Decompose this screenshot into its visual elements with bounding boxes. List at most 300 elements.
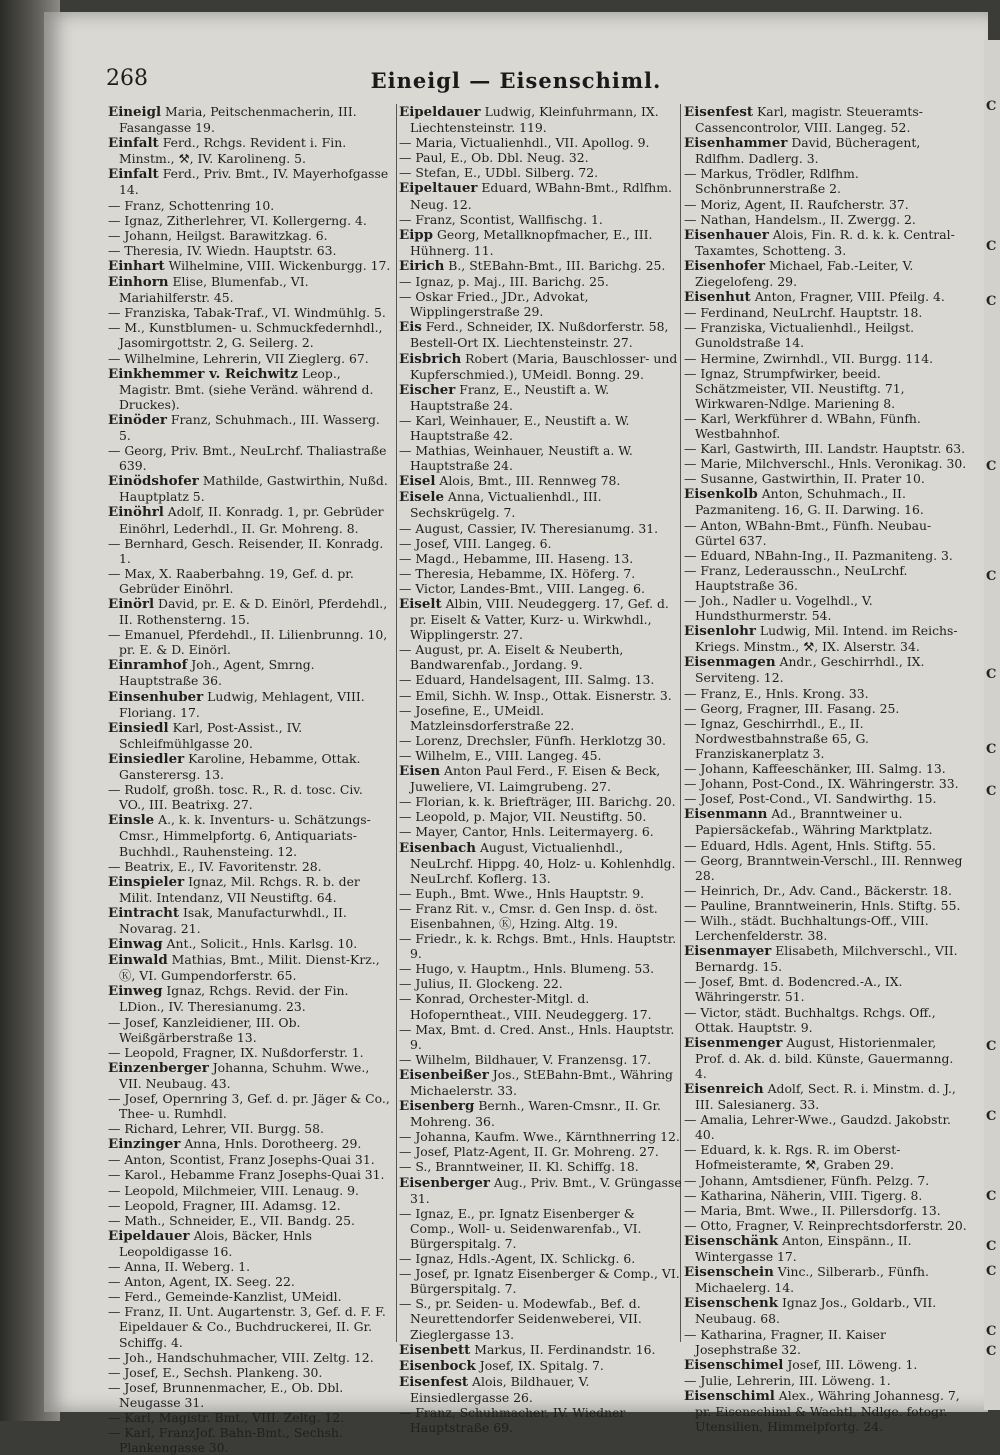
directory-entry xyxy=(399,258,683,274)
directory-entry xyxy=(684,1264,968,1295)
entry-details: Alois, Bäcker, Hnls Leopoldigasse 16. xyxy=(119,1227,312,1259)
entry-details: Leop., Magistr. Bmt. (siehe Veränd. während d. Druckes). xyxy=(119,365,374,412)
entry-details: — Heinrich, Dr., Adv. Cand., Bäckerstr. 18. xyxy=(684,882,952,898)
directory-entry xyxy=(108,320,392,350)
entry-surname: Eiselt xyxy=(399,596,442,612)
directory-entry xyxy=(399,794,683,809)
entry-details: — Karl, Gastwirth, III. Landstr. Hauptstr. 63. xyxy=(684,441,966,457)
entry-details: — Florian, k. k. Briefträger, III. Barichg. 20. xyxy=(399,794,676,810)
directory-entry xyxy=(399,596,683,642)
entry-details: Karoline, Hebamme, Ottak. Gansterersg. 13. xyxy=(119,750,361,783)
entry-details: — Konrad, Orchester-Mitgl. d. Hofoperntheat., VIII. Neudeggerg. 17. xyxy=(399,991,652,1022)
entry-details: — Julius, II. Glockeng. 22. xyxy=(399,976,563,992)
entry-details: — Josefine, E., UMeidl. Matzleinsdorferstraße 22. xyxy=(399,702,575,733)
directory-column-1 xyxy=(108,104,392,1455)
entry-details: — Johann, Amtsdiener, Fünfh. Pelzg. 7. xyxy=(684,1172,930,1188)
entry-surname: Eisenlohr xyxy=(684,623,756,640)
directory-entry xyxy=(684,776,968,791)
entry-surname: Eirich xyxy=(399,257,445,274)
directory-entry xyxy=(399,165,683,180)
entry-details: Ant., Solicit., Hnls. Karlsg. 10. xyxy=(162,936,358,952)
directory-entry xyxy=(684,1218,968,1233)
entry-details: — Victor, Landes-Bmt., VIII. Langeg. 6. xyxy=(399,580,645,596)
directory-entry xyxy=(684,974,968,1004)
directory-entry xyxy=(399,1144,683,1159)
entry-details: — Josef, Post-Cond., VI. Sandwirthg. 15. xyxy=(684,791,937,807)
entry-details: — Josef, E., Sechsh. Plankeng. 30. xyxy=(108,1364,323,1380)
margin-letter: C xyxy=(986,99,997,114)
entry-details: — Theresia, Hebamme, IX. Höferg. 7. xyxy=(399,565,636,581)
entry-details: — Pauline, Branntweinerin, Hnls. Stiftg. 55. xyxy=(684,897,961,913)
entry-surname: Eisenmenger xyxy=(684,1034,783,1051)
entry-details: — Franz, Lederausschn., NeuLrchf. Hauptstraße 36. xyxy=(684,562,908,593)
entry-details: Markus, II. Ferdinandstr. 16. xyxy=(470,1341,656,1357)
entry-details: — Emil, Sichh. W. Insp., Ottak. Eisnerstr. 3. xyxy=(399,687,672,703)
margin-letter: C xyxy=(986,1109,997,1124)
entry-details: Anton, Fragner, VIII. Pfeilg. 4. xyxy=(750,289,945,305)
entry-details: — Ignaz, p. Maj., III. Barichg. 25. xyxy=(399,274,609,290)
entry-details: — Lorenz, Drechsler, Fünfh. Herklotzg 30. xyxy=(399,732,666,748)
entry-details: Karl, magistr. Steueramts-Cassencontrolor, VIII. Langeg. 52. xyxy=(695,104,923,136)
directory-entry xyxy=(108,1060,392,1091)
entry-details: Alois, Fin. R. d. k. k. Central-Taxamtes, Schotteng. 3. xyxy=(695,226,955,258)
directory-entry xyxy=(108,952,392,983)
entry-surname: Eisele xyxy=(399,489,444,506)
directory-entry xyxy=(399,473,683,489)
entry-surname: Einörl xyxy=(108,596,155,612)
directory-entry xyxy=(684,320,968,350)
entry-details: — Franz, II. Unt. Augartenstr. 3, Gef. d. F. F. Eipeldauer & Co., Buchdruckerei, II. Gr. Schiffg. 4. xyxy=(108,1304,386,1350)
directory-entry xyxy=(684,563,968,593)
entry-details: Anna, Hnls. Dorotheerg. 29. xyxy=(180,1136,362,1152)
directory-entry xyxy=(684,1142,968,1172)
directory-entry xyxy=(108,751,392,782)
entry-details: — Eduard, NBahn-Ing., II. Pazmaniteng. 3. xyxy=(684,547,953,563)
entry-surname: Eipeldauer xyxy=(399,104,481,120)
entry-details: — Anton, Scontist, Franz Josephs-Quai 31. xyxy=(108,1152,375,1168)
directory-entry xyxy=(399,1159,683,1174)
entry-details: — Ignaz, E., pr. Ignatz Eisenberger & Comp., Woll- u. Seidenwarenfab., VI. Bürgerspitalg. 7. xyxy=(399,1205,642,1251)
entry-details: — Marie, Milchverschl., Hnls. Veronikag. 30. xyxy=(684,456,967,472)
entry-surname: Einspieler xyxy=(108,873,185,890)
entry-details: Mathilde, Gastwirthin, Nußd. Hauptplatz 5. xyxy=(119,473,388,505)
margin-letter: C xyxy=(986,1264,997,1279)
entry-details: — Moriz, Agent, II. Raufcherstr. 37. xyxy=(684,196,909,212)
entry-details: — Ignaz, Strumpfwirker, beeid. Schätzmeister, VII. Neustiftg. 71, Wirkwaren-Ndlge. Mariening 8. xyxy=(684,365,905,411)
directory-entry xyxy=(399,150,683,165)
directory-entry xyxy=(108,627,392,657)
directory-entry xyxy=(684,166,968,196)
directory-entry xyxy=(684,913,968,943)
directory-entry xyxy=(684,853,968,883)
directory-entry xyxy=(108,243,392,258)
entry-details: — M., Kunstblumen- u. Schmuckfedernhdl., Jasomirgottstr. 2, G. Seilerg. 2. xyxy=(108,320,383,351)
directory-entry xyxy=(108,228,392,243)
directory-entry xyxy=(684,456,968,471)
entry-surname: Einfalt xyxy=(108,135,159,152)
entry-details: Franz, E., Neustift a. W. Hauptstraße 24. xyxy=(410,381,610,413)
entry-details: Adolf, Sect. R. i. Minstm. d. J., III. Salesianerg. 33. xyxy=(695,1081,956,1113)
entry-surname: Eisenberg xyxy=(399,1098,475,1115)
directory-entry xyxy=(684,1035,968,1081)
entry-details: — Georg, Priv. Bmt., NeuLrchf. Thaliastraße 639. xyxy=(108,443,387,474)
entry-details: — Joh., Nadler u. Vogelhdl., V. Hundsthurmerstr. 54. xyxy=(684,593,873,624)
directory-entry xyxy=(108,1228,392,1259)
directory-entry xyxy=(108,443,392,473)
directory-entry xyxy=(108,473,392,504)
entry-details: — Oskar Fried., JDr., Advokat, Wipplingerstraße 29. xyxy=(399,289,589,320)
entry-details: — Amalia, Lehrer-Wwe., Gaudzd. Jakobstr. 40. xyxy=(684,1112,951,1143)
entry-details: — Emanuel, Pferdehdl., II. Lilienbrunng. 10, pr. E. & D. Einörl. xyxy=(108,627,388,658)
entry-details: Ignaz, Rchgs. Revid. der Fin. LDion., IV. Theresianumg. 23. xyxy=(119,983,349,1015)
directory-entry xyxy=(108,812,392,858)
entry-details: Albin, VIII. Neudeggerg. 17, Gef. d. pr. Eiselt & Vatter, Kurz- u. Wirkwhdl., Wipplingerstr. 27. xyxy=(410,596,669,643)
directory-entry xyxy=(399,733,683,748)
entry-details: Ferd., Schneider, IX. Nußdorferstr. 58, Bestell-Ort IX. Liechtensteinstr. 27. xyxy=(410,319,669,351)
entry-details: Andr., Geschirrhdl., IX. Serviteng. 12. xyxy=(695,654,925,686)
entry-details: — Eduard, Hdls. Agent, Hnls. Stiftg. 55. xyxy=(684,837,936,853)
entry-details: — Magd., Hebamme, III. Haseng. 13. xyxy=(399,550,634,566)
entry-details: Isak, Manufacturwhdl., II. Novarag. 21. xyxy=(119,904,347,936)
margin-letter: C xyxy=(986,569,997,584)
entry-details: Ferd., Priv. Bmt., IV. Mayerhofgasse 14. xyxy=(119,166,389,198)
entry-surname: Eisen xyxy=(399,763,441,780)
directory-entry xyxy=(108,936,392,952)
entry-surname: Einödshofer xyxy=(108,473,199,490)
directory-entry xyxy=(108,1304,392,1349)
directory-entry xyxy=(684,1295,968,1326)
directory-entry xyxy=(399,351,683,382)
directory-entry xyxy=(399,1266,683,1296)
entry-details: — Eduard, Handelsagent, III. Salmg. 13. xyxy=(399,672,655,688)
entry-details: Adolf, II. Konradg. 1, pr. Gebrüder Einöhrl, Lederhdl., II. Gr. Mohreng. 8. xyxy=(119,504,384,536)
directory-entry xyxy=(108,1425,392,1455)
entry-details: Elisabeth, Milchverschl., VII. Bernardg. 15. xyxy=(695,943,958,975)
entry-surname: Eisbrich xyxy=(399,350,462,367)
entry-details: — Franziska, Victualienhdl., Heilgst. Gunoldstraße 14. xyxy=(684,320,915,351)
margin-letter: C xyxy=(986,459,997,474)
entry-surname: Einhart xyxy=(108,257,165,274)
directory-entry xyxy=(399,274,683,289)
directory-entry xyxy=(108,536,392,566)
entry-details: — Theresia, IV. Wiedn. Hauptstr. 63. xyxy=(108,242,337,258)
entry-details: — Johanna, Kaufm. Wwe., Kärnthnerring 12. xyxy=(399,1129,680,1145)
entry-details: Jos., StEBahn-Bmt., Währing Michaelerstr. 33. xyxy=(410,1066,673,1098)
directory-entry xyxy=(399,289,683,319)
directory-entry xyxy=(684,686,968,701)
directory-entry xyxy=(399,1206,683,1251)
entry-details: — S., pr. Seiden- u. Modewfab., Bef. d. Neurettendorfer Seidenweberei, VII. Zieglergasse 13. xyxy=(399,1296,642,1342)
entry-surname: Einhorn xyxy=(108,274,169,291)
entry-details: — Ferd., Gemeinde-Kanzlist, UMeidl. xyxy=(108,1289,342,1305)
entry-details: Vinc., Silberarb., Fünfh. Michaelerg. 14. xyxy=(695,1264,929,1296)
directory-entry xyxy=(108,782,392,812)
entry-details: — Leopold, Fragner, IX. Nußdorferstr. 1. xyxy=(108,1044,364,1060)
directory-entry xyxy=(399,566,683,581)
directory-entry xyxy=(684,1112,968,1142)
entry-surname: Einramhof xyxy=(108,657,188,674)
entry-surname: Eisenfest xyxy=(399,1373,469,1390)
entry-details: — Josef, VIII. Langeg. 6. xyxy=(399,535,552,551)
entry-surname: Eisenbett xyxy=(399,1341,471,1358)
entry-details: Maria, Peitschenmacherin, III. Fasangasse 19. xyxy=(119,104,357,136)
entry-details: — Hermine, Zwirnhdl., VII. Burgg. 114. xyxy=(684,350,934,366)
directory-entry xyxy=(684,761,968,776)
entry-details: August, Historienmaler, Prof. d. Ak. d. bild. Künste, Gauermanng. 4. xyxy=(695,1034,954,1081)
entry-details: — Eduard, k. k. Rgs. R. im Oberst-Hofmeisteramte, ⚒, Graben 29. xyxy=(684,1142,901,1173)
entry-surname: Eisenbeißer xyxy=(399,1066,489,1083)
entry-details: — Julie, Lehrerin, III. Löweng. 1. xyxy=(684,1372,891,1388)
entry-details: — Franz, Schottenring 10. xyxy=(108,197,275,213)
entry-details: — Katharina, Fragner, II. Kaiser Josephstraße 32. xyxy=(684,1326,886,1357)
entry-details: — Leopold, p. Major, VII. Neustiftg. 50. xyxy=(399,809,647,825)
directory-entry xyxy=(108,305,392,320)
directory-entry xyxy=(684,1081,968,1112)
entry-details: — Maria, Bmt. Wwe., II. Pillersdorfg. 13. xyxy=(684,1202,941,1218)
directory-entry xyxy=(108,1380,392,1410)
entry-details: Anton, Schuhmach., II. Pazmaniteng. 16, G. II. Darwing. 16. xyxy=(695,486,924,518)
entry-surname: Eischer xyxy=(399,381,456,398)
entry-details: Alex., Währing Johannesg. 7, pr. Eisenschiml & Wachtl, Ndlge. fotogr. Utensilien, Himmelpfortg. 24. xyxy=(695,1387,960,1435)
entry-details: August, Victualienhdl., NeuLrchf. Hippg. 40, Holz- u. Kohlenhdlg. NeuLrchf. Koflerg. 13. xyxy=(410,839,676,886)
directory-entry xyxy=(684,471,968,486)
directory-entry xyxy=(399,1022,683,1052)
entry-details: Ludwig, Mehlagent, VIII. Floriang. 17. xyxy=(119,688,365,720)
entry-details: Aug., Priv. Bmt., V. Grüngasse 31. xyxy=(410,1174,682,1206)
running-head: Eineigl — Eisenschiml. xyxy=(370,68,662,93)
next-page-edge xyxy=(984,40,1000,1410)
entry-surname: Eisenschiml xyxy=(684,1387,775,1404)
entry-details: — August, Cassier, IV. Theresianumg. 31. xyxy=(399,520,659,536)
directory-entry xyxy=(684,351,968,366)
entry-surname: Eisenmagen xyxy=(684,654,776,671)
entry-surname: Einsenhuber xyxy=(108,688,204,705)
entry-details: — Leopold, Milchmeier, VIII. Lenaug. 9. xyxy=(108,1182,359,1198)
directory-entry xyxy=(399,961,683,976)
directory-entry xyxy=(399,976,683,991)
entry-details: — Wilhelm, E., VIII. Langeg. 45. xyxy=(399,747,602,763)
entry-surname: Einsiedl xyxy=(108,719,169,736)
directory-entry xyxy=(684,258,968,289)
entry-details: — Josef, Platz-Agent, II. Gr. Mohreng. 27. xyxy=(399,1144,659,1160)
entry-surname: Einkhemmer v. Reichwitz xyxy=(108,365,298,382)
entry-surname: Eisenschein xyxy=(684,1264,774,1281)
directory-entry xyxy=(684,1173,968,1188)
directory-column-3 xyxy=(684,104,968,1434)
entry-details: — Karl, Magistr. Bmt., VIII. Zeltg. 12. xyxy=(108,1409,345,1425)
directory-entry xyxy=(399,180,683,211)
page-number: 268 xyxy=(106,66,148,91)
entry-details: — Stefan, E., UDbl. Silberg. 72. xyxy=(399,165,599,181)
entry-details: Anna, Victualienhdl., III. Sechskrügelg. 7. xyxy=(410,489,602,521)
entry-details: Bernh., Waren-Cmsnr., II. Gr. Mohreng. 36. xyxy=(410,1098,661,1130)
entry-details: — Johann, Post-Cond., IX. Währingerstr. 33. xyxy=(684,776,959,792)
entry-details: — Wilh., städt. Buchhaltungs-Off., VIII. Lerchenfelderstr. 38. xyxy=(684,912,929,944)
entry-details: — Karol., Hebamme Franz Josephs-Quai 31. xyxy=(108,1167,385,1183)
directory-entry xyxy=(399,1251,683,1266)
directory-entry xyxy=(399,1358,683,1374)
directory-entry xyxy=(108,657,392,688)
entry-details: Johanna, Schuhm. Wwe., VII. Neubaug. 43. xyxy=(119,1059,370,1091)
entry-surname: Einöder xyxy=(108,411,167,428)
entry-details: — Bernhard, Gesch. Reisender, II. Konradg. 1. xyxy=(108,535,384,566)
entry-surname: Eisenfest xyxy=(684,104,754,120)
directory-column-2 xyxy=(399,104,683,1435)
directory-entry xyxy=(684,441,968,456)
directory-entry xyxy=(684,305,968,320)
entry-details: — Ignaz, Hdls.-Agent, IX. Schlickg. 6. xyxy=(399,1251,636,1267)
entry-details: — Josef, pr. Ignatz Eisenberger & Comp., VI. Bürgerspitalg. 7. xyxy=(399,1266,680,1297)
entry-details: — Georg, Branntwein-Verschl., III. Rennweg 28. xyxy=(684,852,963,883)
entry-surname: Eisenhofer xyxy=(684,257,766,274)
directory-entry xyxy=(399,809,683,824)
entry-surname: Einwag xyxy=(108,936,163,953)
directory-entry xyxy=(684,1388,968,1434)
entry-details: — Ignaz, Geschirrhdl., E., II. Nordwestbahnstraße 65, G. Franziskanerplatz 3. xyxy=(684,715,869,761)
directory-entry xyxy=(399,212,683,227)
entry-surname: Eipeldauer xyxy=(108,1227,190,1244)
entry-details: — Franz Rit. v., Cmsr. d. Gen Insp. d. öst. Eisenbahnen, Ⓚ, Hzing. Altg. 19. xyxy=(399,900,658,931)
entry-details: Karl, Post-Assist., IV. Schleifmühlgasse 20. xyxy=(119,719,303,751)
entry-details: Ludwig, Mil. Intend. im Reichs-Kriegs. Minstm., ⚒, IX. Alserstr. 34. xyxy=(695,623,958,655)
entry-details: — Franz, Schuhmacher, IV. Wiedner Hauptstraße 69. xyxy=(399,1404,626,1436)
entry-details: — Georg, Fragner, III. Fasang. 25. xyxy=(684,700,900,716)
directory-entry xyxy=(684,411,968,441)
entry-details: — Nathan, Handelsm., II. Zwergg. 2. xyxy=(684,211,916,227)
margin-letter: C xyxy=(986,239,997,254)
entry-details: — Josef, Kanzleidiener, III. Ob. Weißgärberstraße 13. xyxy=(108,1014,301,1045)
entry-surname: Eipeltauer xyxy=(399,180,478,197)
entry-details: — Franziska, Tabak-Traf., VI. Windmühlg. 5. xyxy=(108,305,386,321)
directory-entry xyxy=(684,806,968,837)
entry-details: Alois, Bmt., III. Rennweg 78. xyxy=(435,473,621,489)
entry-details: — Anna, II. Weberg. 1. xyxy=(108,1259,251,1275)
directory-entry xyxy=(399,763,683,794)
entry-details: — Josef, Bmt. d. Bodencred.-A., IX. Währingerstr. 51. xyxy=(684,974,903,1005)
entry-surname: Einöhrl xyxy=(108,504,164,521)
entry-surname: Einzinger xyxy=(108,1136,181,1153)
directory-entry xyxy=(399,1129,683,1144)
entry-details: — Franz, Scontist, Wallfischg. 1. xyxy=(399,211,603,227)
directory-entry xyxy=(684,1327,968,1357)
entry-details: Anton Paul Ferd., F. Eisen & Beck, Juweliere, VI. Laimgrubeng. 27. xyxy=(410,763,661,795)
directory-entry xyxy=(399,489,683,520)
directory-entry xyxy=(684,716,968,761)
entry-surname: Eisel xyxy=(399,473,436,490)
directory-entry xyxy=(108,1213,392,1228)
directory-entry xyxy=(399,227,683,258)
entry-details: Josef, IX. Spitalg. 7. xyxy=(475,1357,604,1373)
entry-surname: Einweg xyxy=(108,983,163,1000)
entry-details: — Euph., Bmt. Wwe., Hnls Hauptstr. 9. xyxy=(399,885,645,901)
column-rule xyxy=(396,104,397,1342)
directory-entry xyxy=(108,1152,392,1167)
directory-entry xyxy=(399,413,683,443)
entry-details: — Markus, Trödler, Rdlfhm. Schönbrunnerstraße 2. xyxy=(684,166,859,197)
directory-entry xyxy=(108,1289,392,1304)
directory-entry xyxy=(684,518,968,548)
entry-details: Joh., Agent, Smrng. Hauptstraße 36. xyxy=(119,657,315,689)
entry-details: — Ignaz, Zitherlehrer, VI. Kollergerng. 4. xyxy=(108,212,367,228)
directory-entry xyxy=(108,859,392,874)
margin-letter: C xyxy=(986,667,997,682)
entry-surname: Eisenberger xyxy=(399,1174,490,1191)
entry-details: — Otto, Fragner, V. Reinprechtsdorferstr. 20. xyxy=(684,1217,967,1233)
directory-entry xyxy=(684,104,968,135)
directory-entry xyxy=(399,901,683,931)
directory-entry xyxy=(399,104,683,135)
entry-details: — Katharina, Näherin, VIII. Tigerg. 8. xyxy=(684,1187,923,1203)
entry-details: David, pr. E. & D. Einörl, Pferdehdl., II. Rothensterng. 15. xyxy=(119,596,388,628)
directory-entry xyxy=(399,1405,683,1435)
entry-details: — Ferdinand, NeuLrchf. Hauptstr. 18. xyxy=(684,305,923,321)
entry-details: — Hugo, v. Hauptm., Hnls. Blumeng. 53. xyxy=(399,961,655,977)
directory-entry xyxy=(108,213,392,228)
entry-details: Franz, Schuhmach., III. Wasserg. 5. xyxy=(119,411,380,443)
directory-entry xyxy=(399,551,683,566)
directory-entry xyxy=(399,382,683,413)
entry-details: Anton, Einspänn., II. Wintergasse 17. xyxy=(695,1232,912,1265)
directory-entry xyxy=(684,701,968,716)
entry-surname: Eisenkolb xyxy=(684,486,758,503)
directory-entry xyxy=(108,689,392,720)
directory-entry xyxy=(684,486,968,517)
directory-entry xyxy=(684,212,968,227)
directory-entry xyxy=(399,319,683,350)
entry-details: — Richard, Lehrer, VII. Burgg. 58. xyxy=(108,1121,324,1137)
entry-details: — Susanne, Gastwirthin, II. Prater 10. xyxy=(684,471,925,487)
entry-details: Ad., Branntweiner u. Papiersäckefab., Währing Marktplatz. xyxy=(695,806,933,838)
directory-entry xyxy=(108,351,392,366)
entry-details: — Johann, Heilgst. Barawitzkag. 6. xyxy=(108,227,328,243)
entry-details: — Victor, städt. Buchhaltgs. Rchgs. Off., Ottak. Hauptstr. 9. xyxy=(684,1004,936,1035)
entry-details: — Franz, E., Hnls. Krong. 33. xyxy=(684,685,869,701)
directory-entry xyxy=(399,672,683,687)
directory-entry xyxy=(108,258,392,274)
directory-entry xyxy=(108,1091,392,1121)
entry-details: — Anton, WBahn-Bmt., Fünfh. Neubau-Gürtel 637. xyxy=(684,517,932,548)
directory-entry xyxy=(399,1342,683,1358)
directory-entry xyxy=(684,623,968,654)
entry-details: — S., Branntweiner, II. Kl. Schiffg. 18. xyxy=(399,1159,639,1175)
directory-entry xyxy=(399,748,683,763)
directory-entry xyxy=(108,1183,392,1198)
directory-entry xyxy=(108,874,392,905)
directory-entry xyxy=(108,1121,392,1136)
directory-entry xyxy=(108,1045,392,1060)
directory-entry xyxy=(108,366,392,412)
entry-details: — Mayer, Cantor, Hnls. Leitermayerg. 6. xyxy=(399,824,654,840)
directory-entry xyxy=(108,198,392,213)
directory-entry xyxy=(108,1410,392,1425)
entry-details: A., k. k. Inventurs- u. Schätzungs-Cmsr., Himmelpfortg. 6, Antiquariats-Buchhdl., Rauhensteing. 12. xyxy=(119,812,371,859)
directory-entry xyxy=(108,720,392,751)
directory-entry xyxy=(684,366,968,411)
book-page xyxy=(44,12,988,1455)
directory-entry xyxy=(399,1296,683,1341)
entry-details: Josef, III. Löweng. 1. xyxy=(783,1356,918,1372)
directory-entry xyxy=(399,1067,683,1098)
directory-entry xyxy=(399,1175,683,1206)
directory-entry xyxy=(399,991,683,1021)
entry-details: — Josef, Opernring 3, Gef. d. pr. Jäger & Co., Thee- u. Rumhdl. xyxy=(108,1091,390,1122)
directory-entry xyxy=(108,135,392,166)
directory-entry xyxy=(108,1198,392,1213)
entry-details: — Max, X. Raaberbahng. 19, Gef. d. pr. Gebrüder Einöhrl. xyxy=(108,565,354,596)
entry-details: Michael, Fab.-Leiter, V. Ziegelofeng. 29. xyxy=(695,257,914,290)
entry-details: — Wilhelmine, Lehrerin, VII Zieglerg. 67. xyxy=(108,350,369,366)
directory-entry xyxy=(399,135,683,150)
